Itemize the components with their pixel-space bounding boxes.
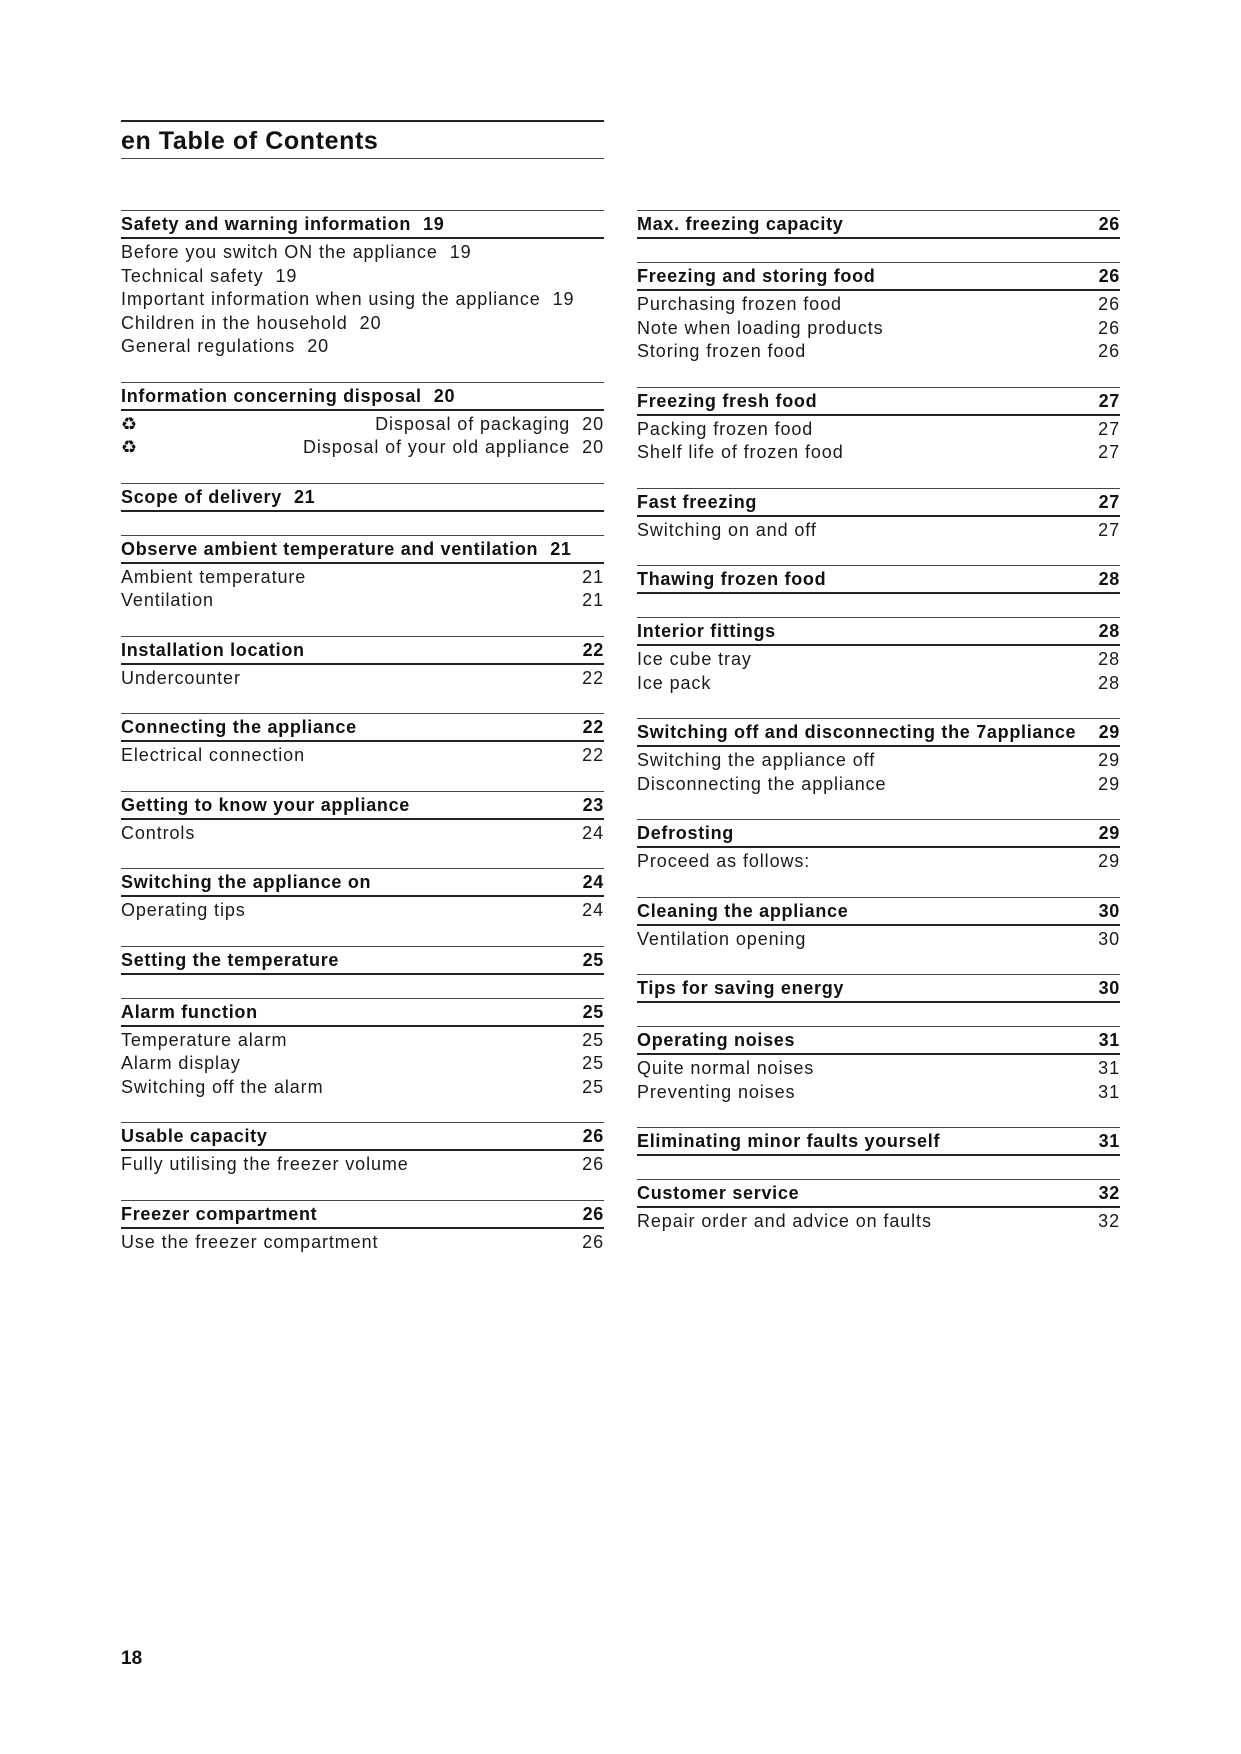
toc-entry-text: Ice pack — [637, 672, 712, 693]
toc-section-title: Customer service — [637, 1183, 800, 1203]
toc-entry[interactable] — [121, 1076, 604, 1100]
toc-items — [121, 564, 604, 613]
toc-entry[interactable] — [121, 589, 604, 613]
toc-section-heading[interactable] — [121, 535, 604, 564]
toc-section — [637, 262, 1120, 364]
toc-entry-title — [121, 288, 574, 312]
toc-section — [637, 974, 1120, 1003]
toc-items — [637, 517, 1120, 543]
toc-entry[interactable] — [637, 293, 1120, 317]
toc-entry-page: 21 — [582, 590, 604, 610]
toc-section-title: Operating noises — [637, 1030, 796, 1050]
toc-entry[interactable] — [121, 413, 604, 437]
toc-entry-page: 28 — [1098, 649, 1120, 669]
toc-entry-title — [637, 648, 1098, 672]
toc-entry[interactable] — [121, 822, 604, 846]
toc-entry[interactable] — [637, 340, 1120, 364]
toc-entry-text: Ventilation opening — [637, 928, 807, 949]
toc-entry-page: 21 — [582, 566, 604, 587]
toc-entry-page: 20 — [359, 312, 382, 333]
toc-entry-title — [637, 293, 1098, 317]
toc-section — [121, 636, 604, 691]
toc-section — [637, 565, 1120, 594]
toc-entry-text: Ventilation — [121, 590, 214, 610]
toc-entry-page: 31 — [1098, 1081, 1120, 1102]
toc-items — [121, 1151, 604, 1177]
toc-entry-text: Switching off the alarm — [121, 1076, 324, 1097]
toc-entry[interactable] — [637, 672, 1120, 696]
page-title: en Table of Contents — [121, 120, 604, 159]
toc-entry-page: 19 — [275, 265, 298, 286]
toc-entry-text: Technical safety — [121, 265, 264, 286]
toc-entry-title — [121, 744, 582, 768]
toc-section-title: Getting to know your appliance — [121, 794, 411, 815]
toc-entry[interactable] — [121, 436, 604, 460]
toc-section-title: Installation location — [121, 639, 305, 660]
toc-section-heading[interactable] — [121, 382, 604, 411]
toc-entry-page: 25 — [582, 1076, 604, 1097]
toc-section — [121, 535, 604, 613]
toc-section-page: 29 — [1098, 722, 1120, 742]
toc-section-title: Freezer compartment — [121, 1203, 318, 1224]
toc-section-page: 19 — [423, 214, 445, 234]
toc-entry-text: Repair order and advice on faults — [637, 1211, 932, 1231]
toc-entry[interactable] — [637, 1081, 1120, 1105]
toc-entry-title — [121, 312, 381, 336]
toc-section — [637, 617, 1120, 695]
toc-section — [121, 868, 604, 923]
toc-entry-title — [303, 436, 604, 460]
toc-section-page: 21 — [293, 486, 316, 507]
toc-section-heading[interactable] — [637, 1026, 1120, 1055]
toc-entry-text: Operating tips — [121, 900, 246, 920]
toc-section — [637, 819, 1120, 874]
toc-section — [121, 998, 604, 1100]
toc-section-heading[interactable] — [121, 946, 604, 975]
toc-entry[interactable] — [637, 441, 1120, 465]
toc-section-heading[interactable] — [121, 483, 604, 512]
toc-section-heading[interactable] — [637, 718, 1120, 747]
toc-entry[interactable] — [121, 1029, 604, 1053]
toc-entry-page: 22 — [582, 745, 604, 765]
toc-entry-page: 28 — [1098, 672, 1120, 693]
toc-items — [637, 291, 1120, 364]
toc-entry-text: Disposal of packaging — [375, 413, 571, 434]
toc-section — [121, 791, 604, 846]
toc-entry[interactable] — [121, 241, 604, 265]
toc-entry-title — [121, 1153, 582, 1177]
toc-section-page: 30 — [1098, 978, 1120, 998]
toc-items — [121, 820, 604, 846]
toc-entry-text: Ambient temperature — [121, 566, 307, 587]
toc-section-title: Interior fittings — [637, 621, 776, 641]
toc-section-title: Freezing and storing food — [637, 266, 876, 286]
toc-entry-page: 26 — [1098, 341, 1120, 361]
toc-section-title: Fast freezing — [637, 491, 758, 512]
toc-section-title: Switching the appliance on — [121, 872, 372, 892]
toc-entry-page: 24 — [582, 900, 604, 920]
toc-entry-page: 26 — [1098, 317, 1120, 338]
toc-section-title: Tips for saving energy — [637, 978, 845, 998]
toc-entry-page: 19 — [552, 289, 575, 309]
toc-section — [637, 1179, 1120, 1234]
toc-items — [637, 646, 1120, 695]
toc-entry-page: 31 — [1098, 1058, 1120, 1078]
toc-section-page: 31 — [1098, 1030, 1120, 1050]
toc-section-page: 20 — [433, 385, 456, 406]
toc-section-heading[interactable] — [121, 1122, 604, 1151]
toc-entry-text: Controls — [121, 822, 196, 843]
toc-entry-text: Alarm display — [121, 1053, 241, 1073]
toc-items — [121, 1229, 604, 1255]
toc-entry-title — [121, 1029, 582, 1053]
toc-entry-title — [121, 265, 297, 289]
toc-section-page: 26 — [1098, 266, 1120, 286]
toc-section-page: 24 — [582, 872, 604, 892]
toc-entry-text: Electrical connection — [121, 745, 305, 765]
toc-section-title: Observe ambient temperature and ventilation 21 — [121, 538, 572, 559]
toc-section-heading[interactable] — [637, 210, 1120, 239]
toc-entry-title — [637, 1210, 1098, 1234]
toc-entry-page: 26 — [582, 1154, 604, 1174]
toc-entry-page: 27 — [1098, 442, 1120, 462]
toc-entry-text: Preventing noises — [637, 1081, 796, 1102]
toc-entry[interactable] — [637, 928, 1120, 952]
toc-entry-title — [121, 822, 582, 846]
toc-entry-text: Purchasing frozen food — [637, 294, 842, 314]
toc-entry-title — [637, 749, 1098, 773]
toc-section — [637, 718, 1120, 796]
toc-section-heading[interactable] — [637, 387, 1120, 416]
toc-entry-title — [121, 1076, 582, 1100]
toc-entry-title — [121, 335, 329, 359]
toc-entry[interactable] — [637, 1210, 1120, 1234]
toc-entry-text: Disconnecting the appliance — [637, 773, 887, 794]
toc-section-heading[interactable] — [637, 819, 1120, 848]
toc-entry[interactable] — [637, 749, 1120, 773]
toc-entry-text: Packing frozen food — [637, 418, 814, 439]
toc-section — [637, 1127, 1120, 1156]
toc-entry-title — [637, 672, 1098, 696]
toc-entry-page: 32 — [1098, 1211, 1120, 1231]
toc-entry-page: 20 — [582, 413, 604, 434]
toc-entry-title — [375, 413, 604, 437]
toc-entry[interactable] — [121, 265, 604, 289]
toc-entry-text: Quite normal noises — [637, 1058, 815, 1078]
toc-entry-text: Switching the appliance off — [637, 750, 876, 770]
toc-section-heading[interactable] — [121, 713, 604, 742]
toc-section-heading[interactable] — [121, 791, 604, 820]
toc-section-page: 27 — [1098, 491, 1120, 512]
toc-entry-text: Temperature alarm — [121, 1029, 288, 1050]
toc-section — [637, 210, 1120, 239]
toc-section — [121, 382, 604, 460]
toc-items — [121, 897, 604, 923]
toc-section-title: Alarm function — [121, 1001, 258, 1022]
toc-entry-title — [637, 1057, 1098, 1081]
toc-entry-title — [637, 928, 1098, 952]
toc-section-title: Setting the temperature — [121, 949, 340, 970]
toc-entry-text: Disposal of your old appliance — [303, 437, 571, 457]
toc-entry-page: 25 — [582, 1053, 604, 1073]
toc-section-page: 22 — [582, 717, 604, 737]
toc-section-title: Freezing fresh food — [637, 390, 818, 411]
toc-section-page: 21 — [550, 538, 572, 559]
toc-entry-page: 30 — [1098, 928, 1120, 949]
toc-section-heading[interactable] — [121, 210, 604, 239]
toc-entry-text: Undercounter — [121, 667, 241, 688]
toc-entry-title — [637, 441, 1098, 465]
toc-items — [637, 926, 1120, 952]
toc-section-heading[interactable] — [637, 974, 1120, 1003]
toc-entry[interactable] — [637, 773, 1120, 797]
toc-items — [637, 416, 1120, 465]
toc-section-page: 31 — [1098, 1131, 1120, 1151]
toc-section-heading[interactable] — [637, 617, 1120, 646]
toc-section-title: Safety and warning information 19 — [121, 214, 445, 234]
toc-entry-title — [121, 1231, 582, 1255]
toc-section-title: Eliminating minor faults yourself — [637, 1131, 941, 1151]
toc-items — [121, 742, 604, 768]
toc-entry-page: 20 — [582, 437, 604, 457]
toc-entry[interactable] — [121, 288, 604, 312]
toc-entry-page: 22 — [582, 667, 604, 688]
toc-section-page: 23 — [582, 794, 604, 815]
toc-section-page: 26 — [582, 1126, 604, 1146]
toc-section — [637, 488, 1120, 543]
toc-entry[interactable] — [121, 667, 604, 691]
toc-entry[interactable] — [121, 1231, 604, 1255]
toc-section-page: 28 — [1098, 621, 1120, 641]
toc-section-heading[interactable] — [637, 565, 1120, 594]
toc-section-page: 29 — [1098, 823, 1120, 843]
toc-section-page: 25 — [582, 1001, 604, 1022]
toc-entry[interactable] — [121, 566, 604, 590]
toc-entry[interactable] — [637, 317, 1120, 341]
toc-section — [121, 1200, 604, 1255]
toc-entry-page: 29 — [1098, 750, 1120, 770]
toc-entry[interactable] — [637, 1057, 1120, 1081]
toc-entry-text: Storing frozen food — [637, 341, 807, 361]
toc-items — [637, 747, 1120, 796]
toc-items — [121, 665, 604, 691]
toc-entry-text: Ice cube tray — [637, 649, 752, 669]
toc-section-page: 28 — [1098, 569, 1120, 589]
recycle-icon: ♻ — [121, 413, 139, 434]
toc-entry-page: 19 — [449, 242, 472, 262]
toc-entry-page: 20 — [307, 336, 330, 356]
toc-entry-page: 24 — [582, 822, 604, 843]
toc-items — [637, 1208, 1120, 1234]
toc-entry-page: 25 — [582, 1029, 604, 1050]
toc-entry[interactable] — [121, 1052, 604, 1076]
toc-entry-title — [637, 1081, 1098, 1105]
toc-entry-text: Note when loading products — [637, 317, 884, 338]
recycle-icon: ♻ — [121, 437, 139, 457]
toc-entry-title — [637, 773, 1098, 797]
toc-section — [121, 483, 604, 512]
toc-entry-text: Shelf life of frozen food — [637, 442, 844, 462]
toc-section-heading[interactable] — [637, 897, 1120, 926]
toc-items — [637, 1055, 1120, 1104]
toc-entry[interactable] — [637, 850, 1120, 874]
toc-items — [121, 411, 604, 460]
toc-section-title: Connecting the appliance — [121, 717, 357, 737]
toc-section-heading[interactable] — [121, 998, 604, 1027]
toc-entry[interactable] — [121, 1153, 604, 1177]
toc-section-heading[interactable] — [637, 262, 1120, 291]
toc-section-title: Usable capacity — [121, 1126, 268, 1146]
page-number: 18 — [121, 1648, 143, 1669]
toc-entry-page: 26 — [1098, 294, 1120, 314]
toc-entry-title — [121, 589, 582, 613]
toc-entry-text: Children in the household — [121, 312, 348, 333]
toc-entry-title — [121, 1052, 582, 1076]
toc-section-heading[interactable] — [637, 488, 1120, 517]
toc-entry-text: General regulations — [121, 336, 296, 356]
toc-entry-text: Switching on and off — [637, 519, 817, 540]
toc-column-left — [121, 210, 604, 1277]
toc-entry-text: Before you switch ON the appliance — [121, 242, 438, 262]
toc-entry[interactable] — [637, 519, 1120, 543]
toc-entry-title — [121, 241, 472, 265]
toc-section-heading[interactable] — [637, 1127, 1120, 1156]
toc-section-title: Defrosting — [637, 823, 734, 843]
toc-section-title: Max. freezing capacity — [637, 214, 844, 234]
toc-section-page: 30 — [1098, 900, 1120, 921]
toc-section-title: Scope of delivery 21 — [121, 486, 316, 507]
toc-entry-page: 27 — [1098, 418, 1120, 439]
toc-entry-title — [637, 519, 1098, 543]
toc-section-heading[interactable] — [121, 868, 604, 897]
toc-entry[interactable] — [121, 312, 604, 336]
toc-section-heading[interactable] — [637, 1179, 1120, 1208]
toc-section — [121, 210, 604, 359]
toc-section-page: 25 — [582, 949, 604, 970]
toc-entry-page: 29 — [1098, 851, 1120, 871]
toc-entry-text: Important information when using the appliance — [121, 289, 541, 309]
toc-section-page: 32 — [1098, 1183, 1120, 1203]
toc-section — [121, 946, 604, 975]
toc-entry[interactable] — [637, 648, 1120, 672]
toc-section — [121, 1122, 604, 1177]
toc-entry-text: Use the freezer compartment — [121, 1231, 379, 1252]
toc-section-heading[interactable] — [121, 1200, 604, 1229]
toc-items — [121, 1027, 604, 1100]
toc-entry-title — [637, 418, 1098, 442]
toc-section-page: 26 — [582, 1203, 604, 1224]
toc-entry[interactable] — [637, 418, 1120, 442]
toc-section-heading[interactable] — [121, 636, 604, 665]
toc-items — [637, 848, 1120, 874]
toc-section — [637, 1026, 1120, 1104]
toc-section — [121, 713, 604, 768]
toc-entry-page: 26 — [582, 1231, 604, 1252]
toc-entry-page: 27 — [1098, 519, 1120, 540]
toc-entry-text: Fully utilising the freezer volume — [121, 1154, 409, 1174]
toc-items — [121, 239, 604, 359]
toc-section-title: Information concerning disposal 20 — [121, 385, 456, 406]
toc-entry-page: 29 — [1098, 773, 1120, 794]
toc-entry-title — [637, 850, 1098, 874]
toc-entry-title — [121, 899, 582, 923]
toc-entry-title — [637, 317, 1098, 341]
toc-entry-title — [637, 340, 1098, 364]
toc-section-page: 27 — [1098, 390, 1120, 411]
toc-column-right — [637, 210, 1120, 1257]
toc-section — [637, 897, 1120, 952]
toc-section-page: 22 — [582, 639, 604, 660]
toc-entry-title — [121, 667, 582, 691]
toc-section-title: Cleaning the appliance — [637, 900, 849, 921]
toc-section — [637, 387, 1120, 465]
toc-entry-text: Proceed as follows: — [637, 851, 811, 871]
toc-section-title: Thawing frozen food — [637, 569, 827, 589]
toc-entry[interactable] — [121, 335, 604, 359]
toc-entry[interactable] — [121, 744, 604, 768]
toc-section-page: 26 — [1098, 214, 1120, 234]
toc-entry[interactable] — [121, 899, 604, 923]
toc-entry-title — [121, 566, 582, 590]
toc-section-title: Switching off and disconnecting the 7appliance — [637, 722, 1077, 742]
